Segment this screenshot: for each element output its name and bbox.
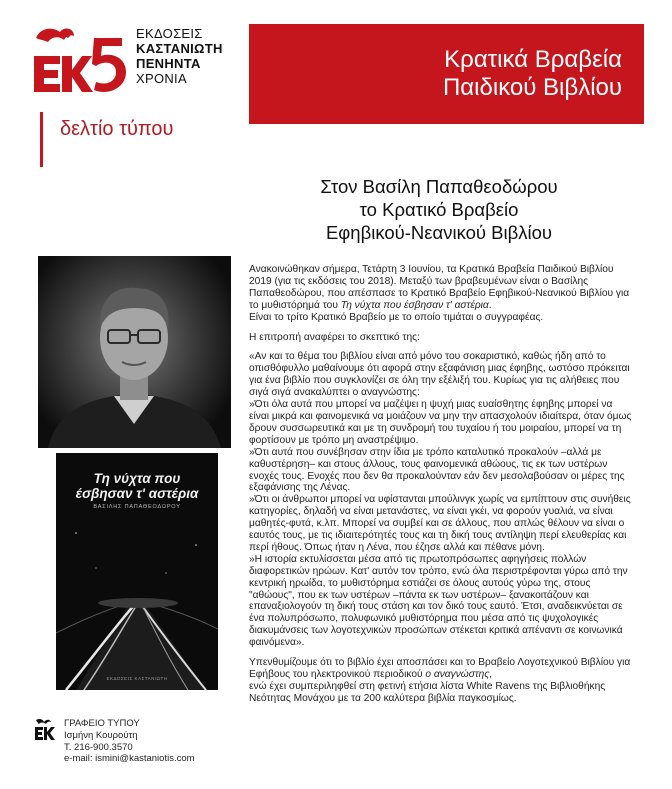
quote-paragraph: »Ότι αυτά που συνέβησαν στην ίδια με τρόπο καταλυτικό προκαλούν –αλλά με καθυστέρηση– και στους άλλους, τους φαινομενικά αθώους, τις εκ των υστέρων ενοχές τους. Ενοχές που δεν θα προκαλούνταν εάν δεν μεσολαβούσαν οι μέρες της εξαφάνισης της Λένας.: [249, 446, 625, 494]
article-body: [249, 264, 634, 705]
headline-line: Εφηβικού-Νεανικού Βιβλίου: [325, 222, 553, 243]
quote-paragraph: «Αν και το θέμα του βιβλίου είναι από μόνο του σοκαριστικό, καθώς ήδη από το οπισθόφυλλο μαθαίνουμε ότι αφορά στην εξαφάνιση μιας έφηβης, ωστόσο πρόκειται για ένα βιβλίο που συγκλονίζει σε όλη την εξέλιξή του. Κυρίως για τις αλήθειες που σιγά σιγά ανακαλύπτει ο αναγνώστης:: [249, 351, 630, 399]
paragraph: Η επιτροπή αναφέρει το σκεπτικό της:: [249, 331, 420, 343]
paragraph: ενώ έχει συμπεριληφθεί στη φετινή ετήσια λίστα White Ravens της Βιβλιοθήκης Νεότητας Μονάχου με τα 200 καλύτερα βιβλία παγκοσμίως.: [249, 680, 606, 704]
banner-line: Παιδικού Βιβλίου: [442, 74, 622, 101]
accent-divider: [40, 112, 43, 167]
text-run: ,: [489, 669, 493, 680]
publisher-line: ΧΡΟΝΙΑ: [136, 71, 187, 86]
banner-line: Κρατικά Βραβεία: [444, 46, 622, 73]
publisher-line: ΕΚΔΟΣΕΙΣ: [136, 26, 203, 41]
paragraph: [249, 657, 634, 681]
text-run: .: [488, 299, 492, 311]
press-office-label: ΓΡΑΦΕΙΟ ΤΥΠΟΥ: [64, 718, 140, 729]
book-author: ΒΑΣΙΛΗΣ ΠΑΠΑΘΕΟΔΩΡΟΥ: [93, 504, 181, 510]
text-run: Υπενθυμίζουμε ότι το βιβλίο έχει αποσπάσει και το Βραβείο Λογοτεχνικού Βιβλίου για Εφήβους του ηλεκτρονικού περιοδικού: [249, 657, 631, 680]
publisher-line: ΠΕΝΗΝΤΑ: [136, 56, 201, 71]
press-contact: [64, 718, 195, 765]
contact-name: Ισμήνη Κουρούτη: [64, 729, 138, 741]
publisher-mark-icon: [34, 718, 56, 744]
magazine-name: ο αναγνώστης: [425, 669, 490, 680]
awards-banner: [249, 24, 644, 124]
publisher-logo-icon: [30, 22, 130, 102]
publisher-line: ΚΑΣΤΑΝΙΩΤΗ: [136, 41, 223, 56]
book-title-inline: Τη νύχτα που έσβησαν τ' αστέρια: [340, 299, 489, 311]
headline: [249, 175, 629, 244]
book-title: [56, 471, 218, 501]
text-run: Ανακοινώθηκαν σήμερα, Τετάρτη 3 Ιουνίου, τα Κρατικά Βραβεία Παιδικού Βιβλίου 2019 (για τις εκδόσεις του 2018). Μεταξύ των βραβευμένων είναι ο Βασίλης Παπαθεοδώρου, που απέσπασε το Κρατικό Βραβείο Εφηβικού-Νεανικού Βιβλίου για το μυθιστόρημά του: [249, 264, 630, 311]
contact-email[interactable]: e-mail: ismini@kastaniotis.com: [64, 753, 195, 765]
book-publisher: ΕΚΔΟΣΕΙΣ ΚΑΣΤΑΝΙΩΤΗ: [106, 676, 168, 681]
publisher-name: [136, 26, 246, 86]
quote-paragraph: »Η ιστορία εκτυλίσσεται μέσα από τις πρωτοπρόσωπες αφηγήσεις πολλών διαφορετικών ηρώων. Κατ' αυτόν τον τρόπο, ενώ όλα περιστρέφονται γύρω από την κεντρική ηρωίδα, το μυθιστόρημα εστιάζει σε όλους αυτούς γύρω της, στους "αθώους", που εκ των υστέρων –πάντα εκ των υστέρων– ξανακοιτάζουν και επαναξιολογούν τη δική τους στάση και τον δικό τους εαυτό. Έτσι, αναδεικνύεται σε ένα πολυπρόσωπο, πολυφωνικό μυθιστόρημα που μέσα από τις ψυχολογικές διακυμάνσεις των λογοτεχνικών προσώπων στέκεται κριτικά απέναντι σε κοινωνικά φαινόμενα».: [249, 553, 628, 649]
book-title-line: Τη νύχτα που: [93, 471, 181, 486]
book-cover: [56, 453, 218, 690]
author-photo: [38, 256, 231, 448]
press-release-label: δελτίο τύπου: [60, 118, 174, 140]
quote-paragraph: »Ότι όλα αυτά που μπορεί να μαζέψει η ψυχή μιας ευαίσθητης έφηβης μπορεί να είναι μικρά και φαινομενικά να μοιάζουν να μην την απασχολούν ιδιαίτερα, όταν όμως δρουν συσσωρευτικά και με τη συνδρομή του τυχαίου ή του μοιραίου, μπορεί να τη φορτίσουν με τρόπο μη αναστρέψιμο.: [249, 399, 632, 446]
portrait-image: [38, 256, 231, 448]
headline-line: Στον Βασίλη Παπαθεοδώρου: [320, 176, 558, 197]
book-title-line: έσβησαν τ' αστέρια: [75, 486, 199, 501]
paragraph: Είναι το τρίτο Κρατικό Βραβείο με το οποίο τιμάται ο συγγραφέας.: [249, 311, 544, 323]
contact-phone: Τ. 216-900.3570: [64, 741, 133, 753]
paragraph: [249, 264, 634, 312]
quote-paragraph: »Ότι οι άνθρωποι μπορεί να υφίστανται μπούλινγκ χωρίς να εμπίπτουν στις συνήθεις κατηγορίες, δηλαδή να είναι μετανάστες, να είναι γκέι, να φορούν γυαλιά, να είναι μαθητές-φυτά, κ.λπ. Μπορεί να συμβεί και σε άλλους, που απλώς θέλουν να είναι ο εαυτός τους, με τις ιδιαιτερότητές τους και τη δική τους αντίληψη περί ελευθερίας και περί ήθους. Όπως ήταν η Λένα, που έζησε αλλά και πέθανε μόνη.: [249, 494, 631, 553]
headline-line: το Κρατικό Βραβείο: [359, 199, 519, 220]
